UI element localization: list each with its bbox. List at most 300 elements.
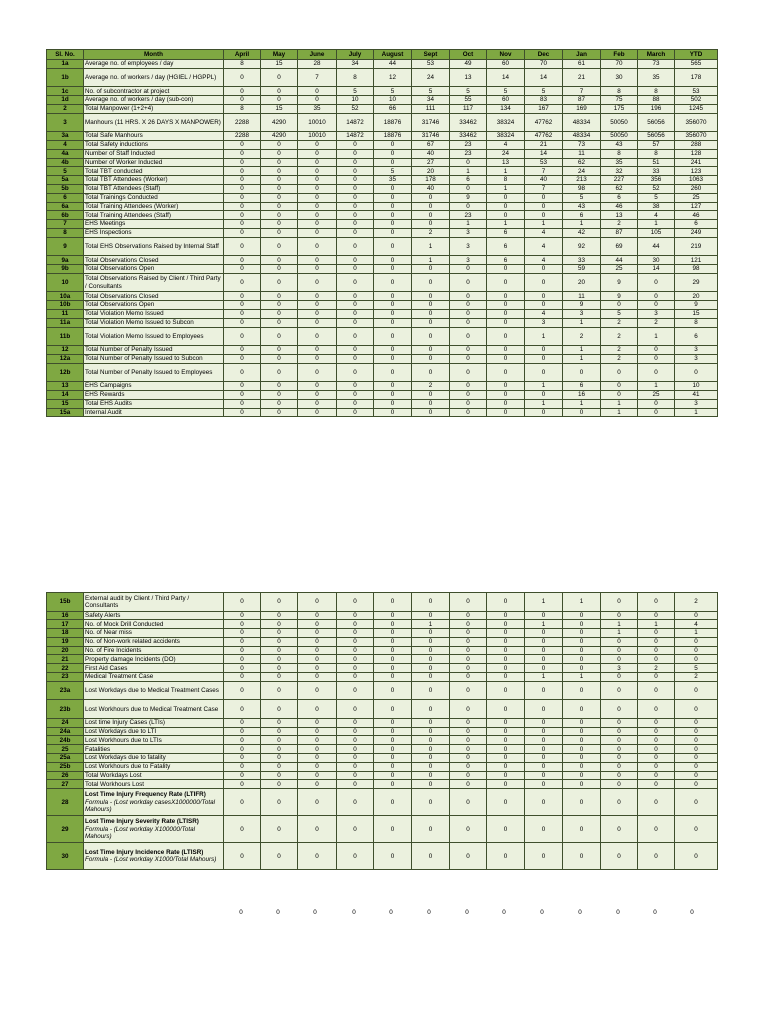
row-label: Average no. of workers / day (sub-con) — [85, 96, 194, 104]
ytd-cell: 0 — [675, 843, 718, 870]
month-cell: 0 — [412, 611, 450, 620]
table-row — [47, 265, 718, 274]
month-cell: 0 — [450, 646, 487, 655]
month-cell: 6 — [487, 237, 525, 256]
month-cell: 0 — [374, 346, 412, 355]
row-description — [84, 309, 224, 318]
table-row — [47, 158, 718, 167]
month-cell: 0 — [450, 780, 487, 789]
row-label: Total Number of Penalty Issued — [85, 346, 173, 354]
month-cell: 0 — [374, 273, 412, 292]
month-cell: 0 — [337, 754, 374, 763]
table-row — [47, 745, 718, 754]
month-cell: 0 — [224, 167, 261, 176]
month-cell: 0 — [298, 593, 337, 612]
month-cell: 0 — [450, 655, 487, 664]
month-cell: 0 — [525, 789, 563, 816]
month-cell: 0 — [261, 700, 298, 719]
month-cell: 5 — [601, 309, 638, 318]
ytd-cell: 219 — [675, 237, 718, 256]
row-number: 20 — [47, 646, 84, 655]
row-description — [84, 96, 224, 105]
month-cell: 0 — [337, 309, 374, 318]
month-cell: 0 — [525, 408, 563, 417]
row-label: Lost Workhours due to Fatality — [85, 763, 171, 771]
month-cell: 0 — [601, 718, 638, 727]
month-cell: 0 — [337, 292, 374, 301]
month-cell: 0 — [224, 655, 261, 664]
month-cell: 0 — [450, 816, 487, 843]
month-cell: 0 — [224, 265, 261, 274]
month-cell: 0 — [525, 273, 563, 292]
ytd-cell: 0 — [675, 762, 718, 771]
month-cell: 0 — [412, 593, 450, 612]
month-cell: 73 — [563, 140, 601, 149]
row-description — [84, 140, 224, 149]
row-number: 5 — [47, 167, 84, 176]
month-cell: 0 — [224, 736, 261, 745]
month-cell: 0 — [261, 211, 298, 220]
month-cell: 0 — [638, 745, 675, 754]
month-cell: 0 — [374, 727, 412, 736]
month-cell: 0 — [601, 382, 638, 391]
month-cell: 0 — [298, 611, 337, 620]
month-cell: 57 — [638, 140, 675, 149]
month-cell: 0 — [374, 382, 412, 391]
month-cell: 87 — [601, 228, 638, 237]
month-cell: 0 — [298, 664, 337, 673]
month-cell: 0 — [298, 399, 337, 408]
month-cell: 0 — [412, 745, 450, 754]
month-cell: 0 — [638, 681, 675, 700]
row-label: No. of Fire Incidents — [85, 646, 142, 654]
row-label: Total Workdays Lost — [85, 771, 142, 779]
month-cell: 0 — [638, 346, 675, 355]
trailing-zero: 0 — [616, 909, 620, 916]
month-cell: 0 — [487, 593, 525, 612]
month-cell: 0 — [261, 68, 298, 87]
column-header: March — [638, 50, 675, 60]
row-label: Lost Time Injury Severity Rate (LTISR) — [85, 818, 199, 826]
month-cell: 0 — [563, 629, 601, 638]
table-row — [47, 637, 718, 646]
column-header: Nov — [487, 50, 525, 60]
month-cell: 1 — [525, 593, 563, 612]
month-cell: 105 — [638, 228, 675, 237]
row-label: Total Number of Penalty Issued to Subcon — [85, 355, 203, 363]
month-cell: 0 — [525, 664, 563, 673]
row-number: 10b — [47, 301, 84, 310]
month-cell: 21 — [525, 140, 563, 149]
row-number: 5b — [47, 184, 84, 193]
month-cell: 0 — [374, 629, 412, 638]
ytd-cell: 121 — [675, 256, 718, 265]
month-cell: 1 — [601, 620, 638, 629]
row-description — [84, 408, 224, 417]
month-cell: 7 — [525, 184, 563, 193]
month-cell: 0 — [224, 318, 261, 327]
month-cell: 0 — [601, 727, 638, 736]
month-cell: 5 — [638, 193, 675, 202]
month-cell: 0 — [412, 762, 450, 771]
month-cell: 0 — [224, 629, 261, 638]
month-cell: 55 — [450, 96, 487, 105]
month-cell: 2 — [601, 346, 638, 355]
month-cell: 0 — [337, 646, 374, 655]
month-cell: 0 — [412, 327, 450, 346]
month-cell: 0 — [261, 771, 298, 780]
table-row — [47, 816, 718, 843]
month-cell: 0 — [412, 700, 450, 719]
month-cell: 83 — [525, 96, 563, 105]
month-cell: 0 — [224, 220, 261, 229]
month-cell: 0 — [224, 637, 261, 646]
table-row — [47, 176, 718, 185]
table-row — [47, 87, 718, 96]
month-cell: 52 — [337, 104, 374, 113]
row-number: 3a — [47, 132, 84, 141]
month-cell: 0 — [412, 220, 450, 229]
month-cell: 5 — [563, 193, 601, 202]
month-cell: 0 — [450, 184, 487, 193]
month-cell: 0 — [224, 193, 261, 202]
month-cell: 0 — [261, 762, 298, 771]
table-row — [47, 655, 718, 664]
row-description — [84, 637, 224, 646]
row-description — [84, 346, 224, 355]
ytd-cell: 241 — [675, 158, 718, 167]
row-label: Total Observations Open — [85, 301, 155, 309]
month-cell: 0 — [224, 673, 261, 682]
month-cell: 0 — [261, 780, 298, 789]
month-cell: 0 — [337, 301, 374, 310]
month-cell: 178 — [412, 176, 450, 185]
month-cell: 0 — [337, 762, 374, 771]
month-cell: 0 — [298, 629, 337, 638]
month-cell: 0 — [298, 149, 337, 158]
month-cell: 0 — [337, 318, 374, 327]
month-cell: 0 — [601, 637, 638, 646]
month-cell: 0 — [412, 265, 450, 274]
month-cell: 69 — [601, 237, 638, 256]
month-cell: 0 — [601, 363, 638, 382]
month-cell: 14872 — [337, 132, 374, 141]
table-row — [47, 220, 718, 229]
month-cell: 0 — [261, 673, 298, 682]
month-cell: 0 — [450, 736, 487, 745]
row-number: 23b — [47, 700, 84, 719]
month-cell: 0 — [638, 718, 675, 727]
month-cell: 3 — [450, 256, 487, 265]
month-cell: 1 — [412, 237, 450, 256]
month-cell: 0 — [412, 193, 450, 202]
month-cell: 0 — [525, 745, 563, 754]
month-cell: 0 — [337, 655, 374, 664]
column-header: June — [298, 50, 337, 60]
row-number: 15 — [47, 399, 84, 408]
month-cell: 0 — [638, 637, 675, 646]
month-cell: 8 — [337, 68, 374, 87]
column-header: Sl. No. — [47, 50, 84, 60]
row-description — [84, 211, 224, 220]
row-number: 12b — [47, 363, 84, 382]
month-cell: 0 — [412, 816, 450, 843]
table-row — [47, 193, 718, 202]
month-cell: 0 — [601, 771, 638, 780]
month-cell: 24 — [563, 167, 601, 176]
month-cell: 0 — [450, 718, 487, 727]
month-cell: 5 — [374, 87, 412, 96]
row-number: 25b — [47, 762, 84, 771]
month-cell: 0 — [487, 843, 525, 870]
month-cell: 62 — [563, 158, 601, 167]
month-cell: 9 — [563, 301, 601, 310]
row-number: 29 — [47, 816, 84, 843]
month-cell: 47762 — [525, 113, 563, 132]
row-label: No. of subcontractor at project — [85, 87, 170, 95]
month-cell: 0 — [337, 149, 374, 158]
month-cell: 13 — [487, 158, 525, 167]
month-cell: 0 — [298, 96, 337, 105]
table-row — [47, 96, 718, 105]
table-row — [47, 211, 718, 220]
month-cell: 6 — [563, 382, 601, 391]
ytd-cell: 565 — [675, 60, 718, 69]
month-cell: 0 — [374, 593, 412, 612]
month-cell: 0 — [224, 346, 261, 355]
month-cell: 0 — [374, 681, 412, 700]
table-row — [47, 68, 718, 87]
month-cell: 0 — [337, 184, 374, 193]
month-cell: 0 — [487, 816, 525, 843]
month-cell: 0 — [487, 354, 525, 363]
month-cell: 2 — [601, 318, 638, 327]
month-cell: 0 — [374, 202, 412, 211]
month-cell: 0 — [487, 211, 525, 220]
month-cell: 0 — [487, 265, 525, 274]
month-cell: 0 — [601, 762, 638, 771]
month-cell: 0 — [337, 363, 374, 382]
month-cell: 0 — [487, 700, 525, 719]
month-cell: 0 — [487, 346, 525, 355]
month-cell: 0 — [224, 408, 261, 417]
month-cell: 0 — [261, 184, 298, 193]
month-cell: 0 — [224, 202, 261, 211]
row-label: No. of Mock Drill Conducted — [85, 620, 164, 628]
month-cell: 0 — [224, 727, 261, 736]
row-description — [84, 202, 224, 211]
table-row — [47, 292, 718, 301]
trailing-zero: 0 — [389, 909, 393, 916]
ytd-cell: 0 — [675, 718, 718, 727]
month-cell: 8 — [638, 87, 675, 96]
ytd-cell: 0 — [675, 754, 718, 763]
row-number: 30 — [47, 843, 84, 870]
trailing-zero: 0 — [239, 909, 243, 916]
month-cell: 52 — [638, 184, 675, 193]
month-cell: 0 — [261, 354, 298, 363]
month-cell: 0 — [487, 399, 525, 408]
month-cell: 0 — [298, 184, 337, 193]
month-cell: 1 — [525, 327, 563, 346]
row-description — [84, 265, 224, 274]
ytd-cell: 15 — [675, 309, 718, 318]
month-cell: 0 — [298, 843, 337, 870]
ytd-cell: 3 — [675, 354, 718, 363]
month-cell: 1 — [525, 399, 563, 408]
month-cell: 0 — [298, 265, 337, 274]
ytd-cell: 356070 — [675, 132, 718, 141]
row-label: Property damage Incidents (DO) — [85, 655, 176, 663]
trailing-zero: 0 — [313, 909, 317, 916]
month-cell: 0 — [374, 211, 412, 220]
month-cell: 0 — [337, 771, 374, 780]
table-row — [47, 681, 718, 700]
month-cell: 0 — [298, 140, 337, 149]
month-cell: 6 — [487, 228, 525, 237]
month-cell: 44 — [638, 237, 675, 256]
month-cell: 0 — [450, 754, 487, 763]
month-cell: 0 — [337, 637, 374, 646]
month-cell: 0 — [525, 754, 563, 763]
month-cell: 0 — [261, 176, 298, 185]
month-cell: 0 — [224, 327, 261, 346]
month-cell: 0 — [601, 655, 638, 664]
month-cell: 5 — [337, 87, 374, 96]
month-cell: 0 — [337, 273, 374, 292]
month-cell: 4290 — [261, 113, 298, 132]
month-cell: 0 — [450, 327, 487, 346]
month-cell: 75 — [601, 96, 638, 105]
month-cell: 0 — [563, 363, 601, 382]
month-cell: 0 — [224, 646, 261, 655]
month-cell: 0 — [337, 843, 374, 870]
month-cell: 0 — [601, 390, 638, 399]
month-cell: 0 — [412, 727, 450, 736]
month-cell: 0 — [374, 646, 412, 655]
ytd-cell: 10 — [675, 382, 718, 391]
month-cell: 0 — [450, 202, 487, 211]
row-description — [84, 655, 224, 664]
month-cell: 8 — [224, 104, 261, 113]
month-cell: 12 — [374, 68, 412, 87]
row-number: 23 — [47, 673, 84, 682]
month-cell: 0 — [638, 593, 675, 612]
row-number: 1d — [47, 96, 84, 105]
row-label: First Aid Cases — [85, 664, 128, 672]
month-cell: 0 — [337, 789, 374, 816]
month-cell: 0 — [298, 789, 337, 816]
month-cell: 33462 — [450, 113, 487, 132]
month-cell: 0 — [261, 140, 298, 149]
month-cell: 48334 — [563, 132, 601, 141]
month-cell: 0 — [487, 727, 525, 736]
month-cell: 0 — [261, 318, 298, 327]
month-cell: 0 — [337, 745, 374, 754]
row-label: Safety Alerts — [85, 611, 121, 619]
month-cell: 38 — [638, 202, 675, 211]
row-number: 4b — [47, 158, 84, 167]
month-cell: 0 — [487, 745, 525, 754]
month-cell: 0 — [374, 718, 412, 727]
row-description — [84, 664, 224, 673]
month-cell: 4 — [525, 309, 563, 318]
month-cell: 0 — [487, 611, 525, 620]
trailing-zero-row — [46, 909, 717, 919]
month-cell: 0 — [563, 816, 601, 843]
month-cell: 8 — [487, 176, 525, 185]
month-cell: 0 — [563, 718, 601, 727]
month-cell: 0 — [412, 363, 450, 382]
month-cell: 0 — [601, 681, 638, 700]
row-number: 9a — [47, 256, 84, 265]
ytd-cell: 0 — [675, 816, 718, 843]
row-description — [84, 176, 224, 185]
month-cell: 0 — [374, 354, 412, 363]
month-cell: 0 — [450, 593, 487, 612]
month-cell: 0 — [261, 816, 298, 843]
row-description — [84, 87, 224, 96]
month-cell: 0 — [261, 664, 298, 673]
month-cell: 0 — [374, 158, 412, 167]
row-label: Total Violation Memo Issued to Employees — [85, 332, 204, 340]
month-cell: 0 — [525, 211, 563, 220]
month-cell: 35 — [298, 104, 337, 113]
month-cell: 0 — [487, 646, 525, 655]
month-cell: 0 — [374, 292, 412, 301]
month-cell: 0 — [525, 265, 563, 274]
month-cell: 0 — [224, 382, 261, 391]
month-cell: 0 — [374, 816, 412, 843]
ytd-cell: 3 — [675, 346, 718, 355]
month-cell: 4 — [638, 211, 675, 220]
month-cell: 0 — [261, 399, 298, 408]
month-cell: 0 — [298, 211, 337, 220]
month-cell: 0 — [261, 265, 298, 274]
row-description — [84, 104, 224, 113]
month-cell: 0 — [412, 754, 450, 763]
row-label: Manhours (11 HRS. X 26 DAYS X MANPOWER) — [85, 118, 221, 126]
month-cell: 0 — [224, 273, 261, 292]
month-cell: 0 — [261, 629, 298, 638]
month-cell: 0 — [638, 816, 675, 843]
row-number: 13 — [47, 382, 84, 391]
row-label: Total Manpower (1+2+4) — [85, 105, 154, 113]
month-cell: 31746 — [412, 132, 450, 141]
month-cell: 0 — [224, 745, 261, 754]
month-cell: 0 — [337, 681, 374, 700]
month-cell: 0 — [450, 301, 487, 310]
row-number: 4 — [47, 140, 84, 149]
table-row — [47, 202, 718, 211]
month-cell: 0 — [224, 718, 261, 727]
month-cell: 0 — [298, 256, 337, 265]
month-cell: 1 — [563, 318, 601, 327]
month-cell: 1 — [487, 220, 525, 229]
month-cell: 0 — [224, 96, 261, 105]
month-cell: 0 — [638, 611, 675, 620]
month-cell: 35 — [374, 176, 412, 185]
month-cell: 4 — [487, 140, 525, 149]
month-cell: 0 — [261, 202, 298, 211]
trailing-zero: 0 — [502, 909, 506, 916]
ytd-cell: 0 — [675, 789, 718, 816]
month-cell: 0 — [298, 292, 337, 301]
row-number: 12 — [47, 346, 84, 355]
month-cell: 0 — [450, 158, 487, 167]
table-row — [47, 629, 718, 638]
month-cell: 0 — [374, 700, 412, 719]
